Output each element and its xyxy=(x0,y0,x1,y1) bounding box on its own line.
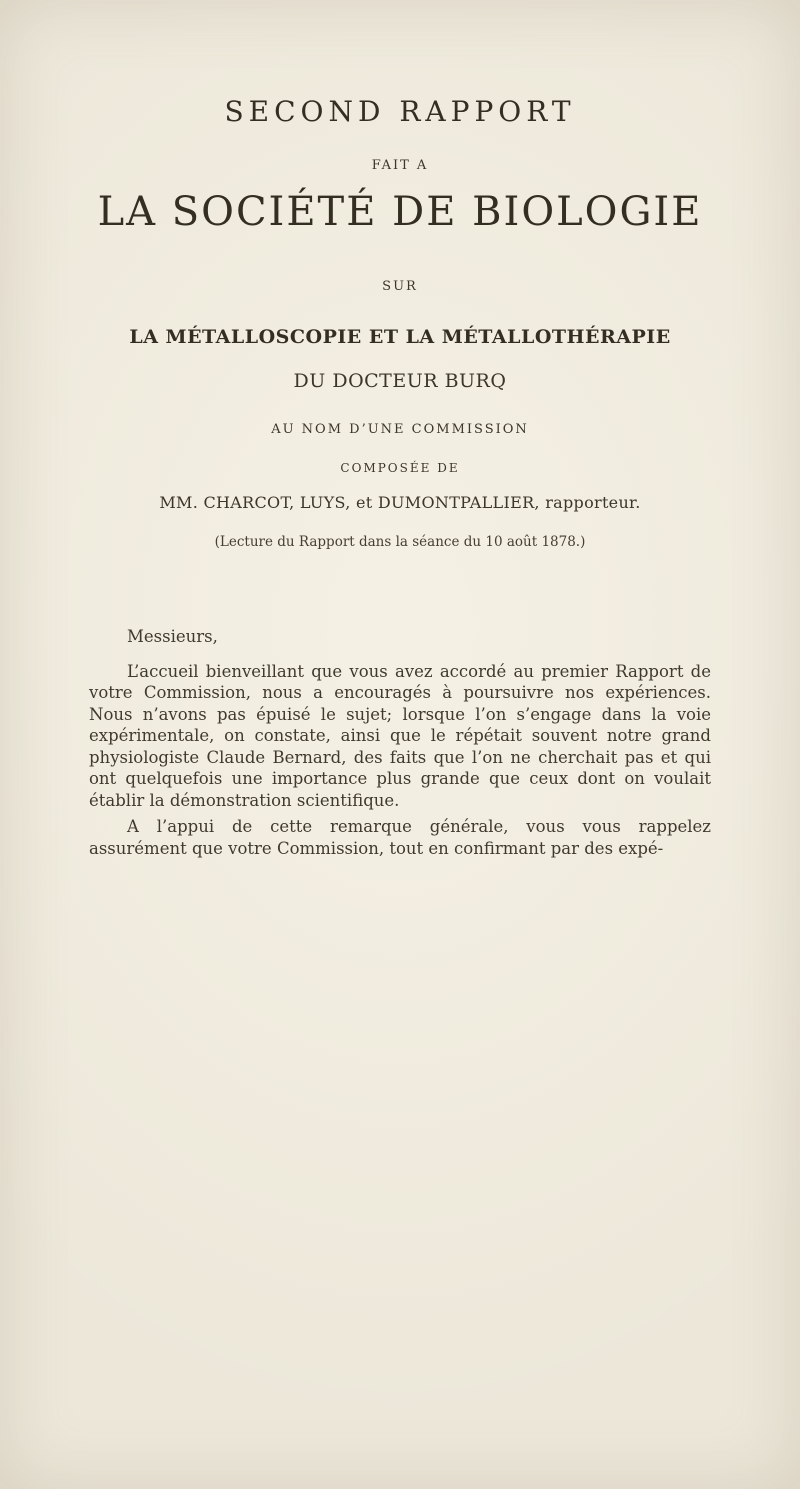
title-block xyxy=(0,0,800,550)
commission-line: AU NOM D’UNE COMMISSION xyxy=(271,422,529,437)
salutation: Messieurs, xyxy=(127,627,218,646)
composed-of-label: COMPOSÉE DE xyxy=(340,461,460,475)
subject-title: LA MÉTALLOSCOPIE ET LA MÉTALLOTHÉRAPIE xyxy=(129,326,671,348)
paragraph-1: L’accueil bienveillant que vous avez accordé au premier Rapport de votre Commission, nous a encouragés à poursuivre nos expériences. Nous n’avons pas épuisé le sujet; lorsque l’on s’engage dans la voie expérimentale, on constate, ainsi que le répétait souvent notre grand physiologiste Claude Bernard, des faits que l’on ne cherchait pas et qui ont quelquefois une importance plus grande que ceux dont on voulait établir la démonstration scientifique. xyxy=(89,661,711,810)
sur-label: SUR xyxy=(382,279,418,294)
society-title: LA SOCIÉTÉ DE BIOLOGIE xyxy=(97,189,703,235)
body-text xyxy=(89,626,711,859)
fait-a-label: FAIT A xyxy=(371,158,429,173)
paragraph-2: A l’appui de cette remarque générale, vous vous rappelez assurément que votre Commission, tout en confirmant par des expé- xyxy=(89,817,711,858)
author-line: DU DOCTEUR BURQ xyxy=(293,370,507,392)
lecture-note: (Lecture du Rapport dans la séance du 10 août 1878.) xyxy=(214,534,586,550)
commission-members: MM. CHARCOT, LUYS, et DUMONTPALLIER, rapporteur. xyxy=(159,493,641,512)
report-title: SECOND RAPPORT xyxy=(224,95,576,128)
